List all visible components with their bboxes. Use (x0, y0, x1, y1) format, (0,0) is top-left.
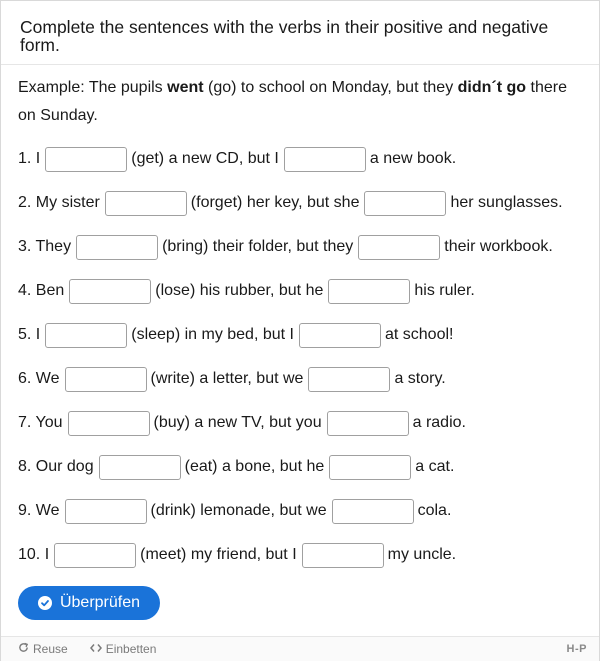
sentence-prefix: 4. Ben (18, 282, 65, 299)
sentence-suffix: his ruler. (414, 282, 475, 299)
reuse-icon (18, 642, 29, 656)
sentence-middle: (buy) a new TV, but you (153, 414, 322, 431)
sentence-prefix: 1. I (18, 150, 41, 167)
check-circle-icon (38, 596, 52, 610)
example-text-3: there on Sunday. (18, 79, 567, 124)
sentence-prefix: 9. We (18, 502, 60, 519)
example-text-2: (go) to school on Monday, but they (203, 79, 458, 96)
example-bold-2: didn´t go (457, 79, 527, 96)
embed-label: Einbetten (105, 642, 157, 656)
sentence-row (18, 410, 466, 436)
sentence-middle: (drink) lemonade, but we (150, 502, 327, 519)
sentence-row (18, 278, 475, 304)
sentence-row (18, 542, 456, 568)
blank-negative-input[interactable] (358, 235, 440, 260)
sentence-middle: (forget) her key, but she (190, 194, 360, 211)
reuse-button[interactable] (18, 642, 68, 656)
blank-negative-input[interactable] (284, 147, 366, 172)
blank-positive-input[interactable] (68, 411, 150, 436)
blank-positive-input[interactable] (105, 191, 187, 216)
sentence-prefix: 2. My sister (18, 194, 100, 211)
sentence-prefix: 6. We (18, 370, 60, 387)
example-sentence (18, 74, 588, 130)
reuse-label: Reuse (33, 642, 68, 656)
blank-negative-input[interactable] (299, 323, 381, 348)
sentence-row (18, 366, 446, 392)
sentence-prefix: 10. I (18, 546, 50, 563)
blank-positive-input[interactable] (65, 499, 147, 524)
code-icon (90, 643, 102, 656)
blank-positive-input[interactable] (45, 323, 127, 348)
sentence-middle: (sleep) in my bed, but I (131, 326, 294, 343)
blank-negative-input[interactable] (364, 191, 446, 216)
sentence-suffix: at school! (384, 326, 454, 343)
sentence-suffix: my uncle. (387, 546, 457, 563)
check-answers-label: Überprüfen (59, 594, 141, 611)
blank-negative-input[interactable] (327, 411, 409, 436)
sentence-prefix: 3. They (18, 238, 72, 255)
blank-positive-input[interactable] (69, 279, 151, 304)
footer-bar (1, 636, 599, 661)
sentence-middle: (write) a letter, but we (150, 370, 304, 387)
sentence-middle: (bring) their folder, but they (162, 238, 354, 255)
sentence-prefix: 7. You (18, 414, 63, 431)
sentence-suffix: their workbook. (444, 238, 553, 255)
blank-negative-input[interactable] (329, 455, 411, 480)
blank-positive-input[interactable] (99, 455, 181, 480)
check-answers-button[interactable] (18, 586, 160, 620)
task-header (1, 1, 599, 65)
blank-positive-input[interactable] (54, 543, 136, 568)
sentence-middle: (meet) my friend, but I (140, 546, 297, 563)
sentence-row (18, 454, 454, 480)
sentence-row (18, 146, 456, 172)
sentence-suffix: a story. (394, 370, 446, 387)
sentence-middle: (get) a new CD, but I (131, 150, 279, 167)
blank-positive-input[interactable] (65, 367, 147, 392)
sentence-middle: (lose) his rubber, but he (155, 282, 324, 299)
sentence-row (18, 190, 563, 216)
sentence-row (18, 234, 553, 260)
blank-negative-input[interactable] (332, 499, 414, 524)
blank-negative-input[interactable] (328, 279, 410, 304)
sentence-row (18, 498, 451, 524)
example-text-1: Example: The pupils (18, 79, 168, 96)
sentence-row (18, 322, 453, 348)
embed-button[interactable] (90, 642, 157, 656)
blank-positive-input[interactable] (76, 235, 158, 260)
blank-negative-input[interactable] (308, 367, 390, 392)
sentence-prefix: 5. I (18, 326, 41, 343)
sentence-suffix: her sunglasses. (450, 194, 563, 211)
blank-negative-input[interactable] (302, 543, 384, 568)
sentence-suffix: cola. (417, 502, 452, 519)
h5p-logo[interactable]: H-P (566, 643, 587, 655)
sentence-suffix: a new book. (369, 150, 457, 167)
task-title: Complete the sentences with the verbs in their positive and negative form. (20, 17, 549, 55)
sentence-suffix: a radio. (412, 414, 466, 431)
sentence-middle: (eat) a bone, but he (184, 458, 325, 475)
blank-positive-input[interactable] (45, 147, 127, 172)
example-bold-1: went (167, 79, 204, 96)
sentence-suffix: a cat. (415, 458, 455, 475)
sentence-prefix: 8. Our dog (18, 458, 94, 475)
